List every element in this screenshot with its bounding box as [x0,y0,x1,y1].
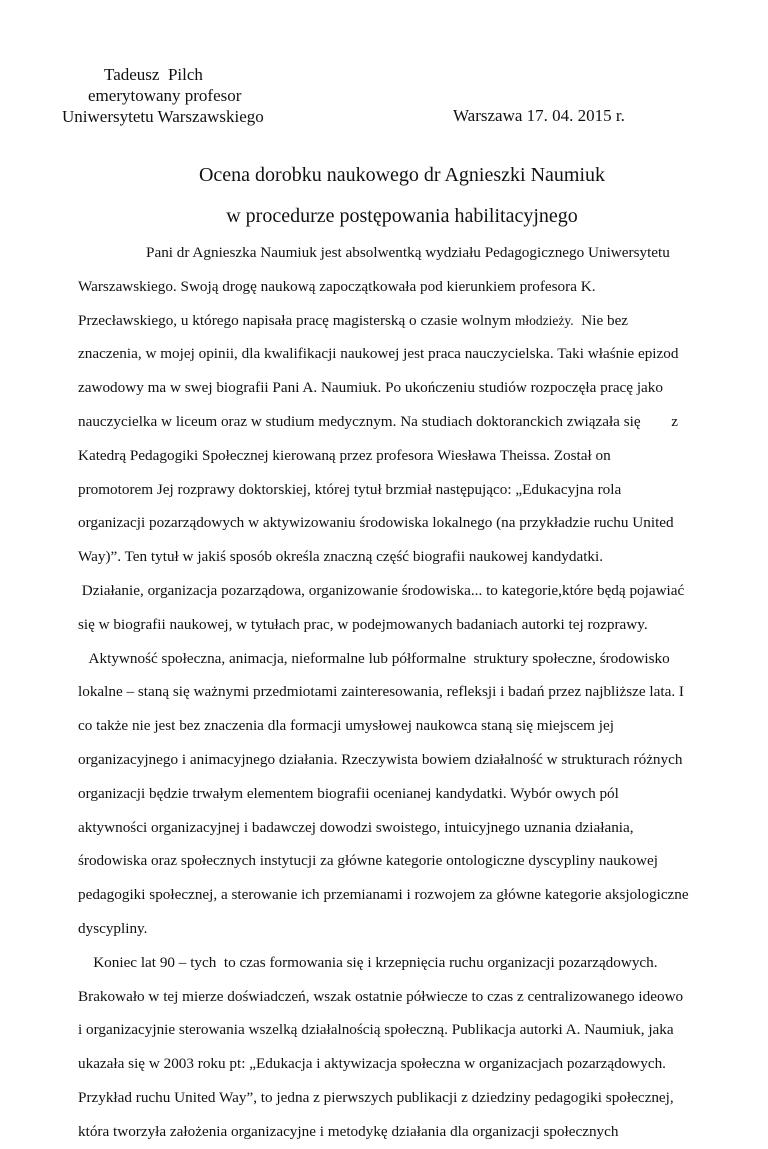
document-date: Warszawa 17. 04. 2015 r. [453,106,625,125]
author-affiliation: Uniwersytetu Warszawskiego [62,107,264,126]
body-line: która tworzyła założenia organizacyjne i metodykę działania dla organizacji społecznych [78,1122,619,1140]
body-line: Aktywność społeczna, animacja, nieformalne lub półformalne struktury społeczne, środowisko [78,649,670,667]
body-line: Warszawskiego. Swoją drogę naukową zapoczątkowała pod kierunkiem profesora K. [78,277,596,295]
body-text [78,236,698,1149]
body-line-part: nauczycielka w liceum oraz w studium medycznym. Na studiach doktoranckich związała się [78,412,641,430]
body-line: promotorem Jej rozprawy doktorskiej, której tytuł brzmiał następująco: „Edukacyjna rola [78,480,622,498]
body-line: znaczenia, w mojej opinii, dla kwalifikacji naukowej jest praca nauczycielska. Taki właśnie epizod [78,345,679,363]
document-subtitle: w procedurze postępowania habilitacyjnego [226,205,578,227]
body-line-part: Nie bez [573,311,629,329]
body-line: Pani dr Agnieszka Naumiuk jest absolwentką wydziału Pedagogicznego Uniwersytetu [146,244,670,261]
body-line: się w biografii naukowej, w tytułach prac, w podejmowanych badaniach autorki tej rozprawy. [78,615,648,633]
body-line: Way)”. Ten tytuł w jakiś sposób określa znaczną część biografii naukowej kandydatki. [78,548,604,566]
body-line-part: z [671,412,678,430]
body-line: środowiska oraz społecznych instytucji za główne kategorie ontologiczne dyscypliny naukowej [78,852,658,870]
body-line: organizacji będzie trwałym elementem biografii ocenianej kandydatki. Wybór owych pól [78,784,619,802]
body-line-part: młodzieży. [514,312,574,328]
document-title: Ocena dorobku naukowego dr Agnieszki Naumiuk [198,164,605,186]
body-line: Koniec lat 90 – tych to czas formowania się i krzepnięcia ruchu organizacji pozarządowych. [78,953,658,971]
author-name: Tadeusz Pilch [104,65,203,84]
body-line: zawodowy ma w swej biografii Pani A. Naumiuk. Po ukończeniu studiów rozpoczęła pracę jako [78,379,663,397]
body-line: dyscypliny. [78,919,148,937]
body-line [78,304,698,338]
body-line: Brakowało w tej mierze doświadczeń, wszak ostatnie półwiecze to czas z centralizowanego ideowo [78,987,684,1005]
body-line: Przykład ruchu United Way”, to jedna z pierwszych publikacji z dziedziny pedagogiki społecznej, [78,1088,674,1106]
body-line: organizacyjnego i animacyjnego działania. Rzeczywista bowiem działalność w strukturach różnych [78,750,683,768]
author-title: emerytowany profesor [88,86,242,105]
body-line: i organizacyjnie sterowania wszelką działalnością społeczną. Publikacja autorki A. Naumiuk, jaka [78,1021,674,1039]
body-line: Działanie, organizacja pozarządowa, organizowanie środowiska... to kategorie,które będą pojawiać [78,581,685,599]
body-line: co także nie jest bez znaczenia dla formacji umysłowej naukowca staną się miejscem jej [78,717,614,735]
body-line [78,405,698,439]
body-line: organizacji pozarządowych w aktywizowaniu środowiska lokalnego (na przykładzie ruchu United [78,514,674,532]
body-line: ukazała się w 2003 roku pt: „Edukacja i aktywizacja społeczna w organizacjach pozarządowych. [78,1055,666,1073]
body-line: aktywności organizacyjnej i badawczej dowodzi swoistego, intuicyjnego uznania działania, [78,818,634,836]
body-line: pedagogiki społecznej, a sterowanie ich przemianami i rozwojem za główne kategorie aksjologiczne [78,886,689,904]
body-line: lokalne – staną się ważnymi przedmiotami zainteresowania, refleksji i badań przez najbliższe lata. I [78,683,684,701]
body-line-part: Przecławskiego, u którego napisała pracę magisterską o czasie wolnym [78,311,512,329]
author-block [62,64,264,127]
body-line: Katedrą Pedagogiki Społecznej kierowaną przez profesora Wiesława Theissa. Został on [78,446,611,464]
